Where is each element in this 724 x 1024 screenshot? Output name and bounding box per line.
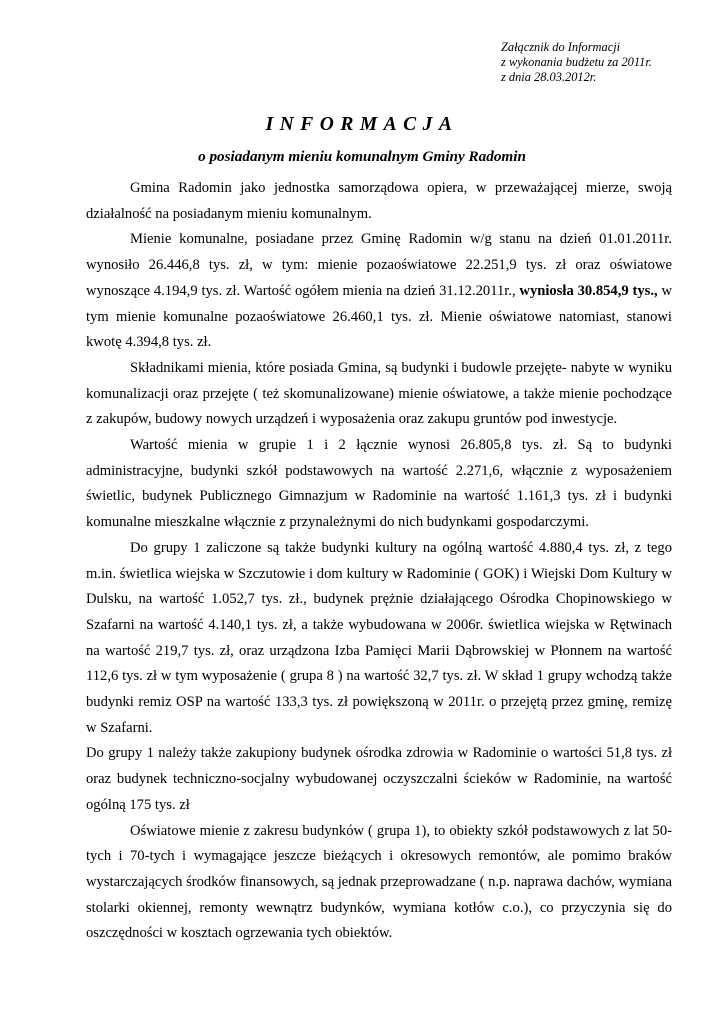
paragraph-3: Składnikami mienia, które posiada Gmina, są budynki i budowle przejęte- nabyte w wyniku komunalizacji oraz przejęte ( też skomunalizowane) mienie oświatowe, a także mienie pochodzące z zakupów, budowy nowych urządzeń i wyposażenia oraz zakupu gruntów pod inwestycje.	[86, 359, 672, 428]
paragraph-2	[86, 227, 672, 356]
annex-line-3: z dnia 28.03.2012r.	[501, 70, 597, 84]
document-body	[86, 176, 672, 947]
paragraph-2-part-a: Mienie komunalne, posiadane przez Gminę Radomin w/g stanu na dzień 01.01.2011r. wynosiło 26.446,8 tys. zł, w tym: mienie pozaoświatowe 22.251,9 tys. zł oraz oświatowe wynoszące 4.194,9 tys. zł. Wartość ogółem mienia na dzień 31.12.2011r.,	[86, 231, 672, 299]
paragraph-7: Oświatowe mienie z zakresu budynków ( grupa 1), to obiekty szkół podstawowych z lat 50-tych i 70-tych i wymagające jeszcze bieżących i okresowych remontów, ale pomimo braków wystarczających środków finansowych, są jednak przeprowadzane ( n.p. naprawa dachów, wymiana stolarki okiennej, remonty wewnątrz budynków, wymiana kotłów c.o.), co przyczynia się do oszczędności w kosztach ogrzewania tych obiektów.	[86, 822, 672, 942]
document-title: INFORMACJA	[265, 114, 459, 135]
paragraph-2-part-b: w tym mienie komunalne pozaoświatowe 26.460,1 tys. zł. Mienie oświatowe natomiast, stanowi kwotę 4.394,8 tys. zł.	[86, 282, 672, 351]
document-subtitle: o posiadanym mieniu komunalnym Gminy Radomin	[198, 148, 526, 165]
paragraph-2-bold: wyniosła 30.854,9 tys.,	[519, 282, 658, 299]
paragraph-5: Do grupy 1 zaliczone są także budynki kultury na ogólną wartość 4.880,4 tys. zł, z tego m.in. świetlica wiejska w Szczutowie i dom kultury w Radominie ( GOK) i Wiejski Dom Kultury w Dulsku, na wartość 1.052,7 tys. zł., budynek prężnie działającego Ośrodka Chopinowskiego w Szafarni na wartość 4.140,1 tys. zł, a także wybudowana w 2006r. świetlica wiejska w Rętwinach na wartość 219,7 tys. zł, oraz urządzona Izba Pamięci Marii Dąbrowskiej w Płonnem na wartość 112,6 tys. zł w tym wyposażenie ( grupa 8 ) na wartość 32,7 tys. zł. W skład 1 grupy wchodzą także budynki remiz OSP na wartość 133,3 tys. zł powiększoną w 2011r. o przejętą przez gminę, remizę w Szafarni.	[86, 539, 672, 736]
paragraph-6: Do grupy 1 należy także zakupiony budynek ośrodka zdrowia w Radominie o wartości 51,8 tys. zł oraz budynek techniczno-socjalny wybudowanej oczyszczalni ścieków w Radominie, na wartość ogólną 175 tys. zł	[86, 745, 672, 813]
annex-line-2: z wykonania budżetu za 2011r.	[501, 55, 652, 69]
annex-line-1: Załącznik do Informacji	[501, 40, 621, 54]
annex-note	[501, 40, 652, 85]
paragraph-4: Wartość mienia w grupie 1 i 2 łącznie wynosi 26.805,8 tys. zł. Są to budynki administracyjne, budynki szkół podstawowych na wartość 2.271,6, włącznie z wyposażeniem świetlic, budynek Publicznego Gimnazjum w Radominie na wartość 1.161,3 tys. zł i budynki komunalne mieszkalne włącznie z przynależnymi do nich budynkami gospodarczymi.	[86, 437, 672, 531]
paragraph-1: Gmina Radomin jako jednostka samorządowa opiera, w przeważającej mierze, swoją działalność na posiadanym mieniu komunalnym.	[86, 180, 672, 222]
